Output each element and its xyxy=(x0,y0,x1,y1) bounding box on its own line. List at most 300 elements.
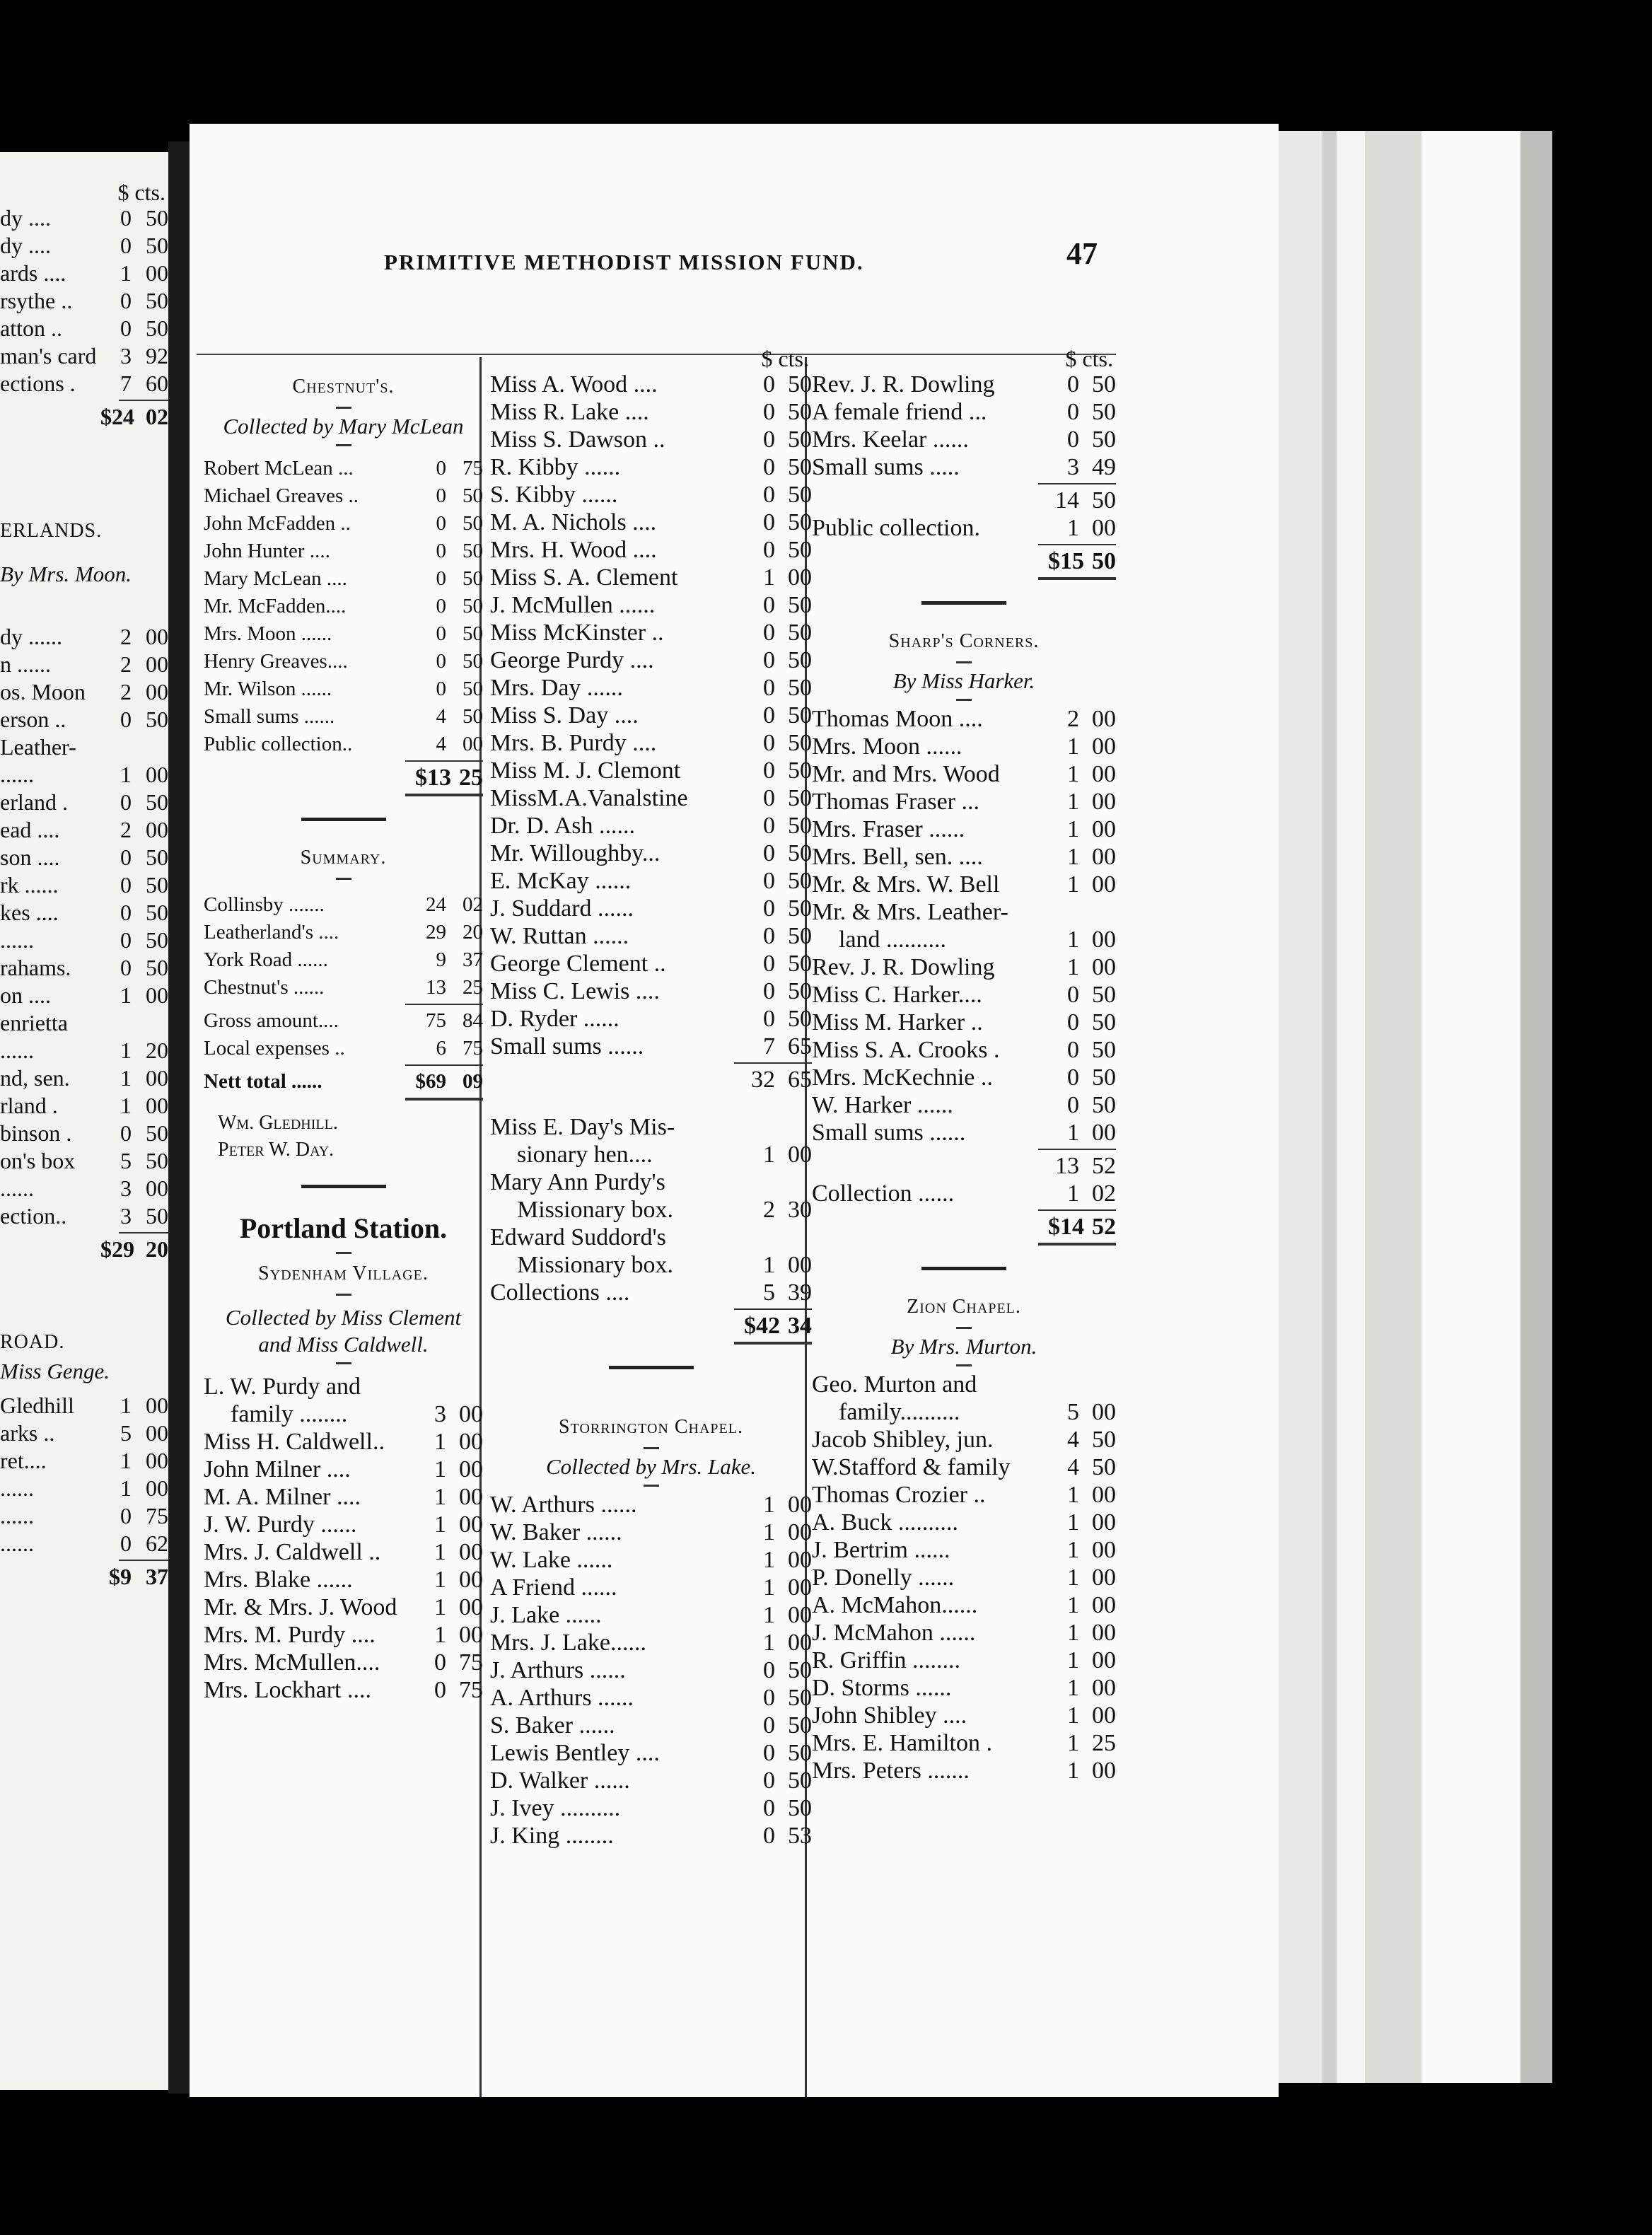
ledger-row xyxy=(0,761,168,789)
amount-cents: 00 xyxy=(146,817,168,842)
ledger-row xyxy=(490,536,812,564)
amount-cents: 50 xyxy=(463,567,483,590)
contributor-name: Miss S. A. Clement xyxy=(490,564,678,591)
amount-cents: 50 xyxy=(1092,1427,1116,1453)
contributor-name: Leatherland's .... xyxy=(204,921,339,944)
amount-cents: 00 xyxy=(788,1519,812,1545)
collected-by: By Miss Harker. xyxy=(892,668,1035,693)
ledger-row xyxy=(0,1092,168,1120)
ledger-row xyxy=(490,1141,812,1168)
contributor-name: R. Griffin ........ xyxy=(812,1647,960,1673)
contributor-name: J. Ivey .......... xyxy=(490,1795,621,1821)
amount-cents: 00 xyxy=(459,1456,483,1482)
contributor-name: ...... xyxy=(0,1038,34,1063)
ledger-row xyxy=(812,1426,1116,1453)
amount-dollars: 0 xyxy=(436,512,446,535)
ledger-row xyxy=(490,922,812,950)
amount-dollars: 1 xyxy=(763,1547,775,1573)
collected-by: and Miss Caldwell. xyxy=(258,1332,429,1357)
ledger-row xyxy=(204,1566,483,1593)
amount-cents: 00 xyxy=(146,982,168,1008)
contributor-name: Mary Ann Purdy's xyxy=(490,1169,665,1195)
amount-dollars: 0 xyxy=(120,789,132,815)
amount-dollars: 5 xyxy=(1067,1399,1079,1425)
ledger-row xyxy=(490,619,812,646)
contributor-name: Mr. & Mrs. Leather- xyxy=(812,899,1008,925)
col2-total: $42 34 xyxy=(744,1313,812,1339)
collected-by: Collected by Mrs. Lake. xyxy=(545,1454,756,1479)
amount-cents: 50 xyxy=(463,512,483,535)
amount-cents: 00 xyxy=(146,1175,168,1201)
amount-dollars: 1 xyxy=(1067,1592,1079,1618)
contributor-name: Miss H. Caldwell.. xyxy=(204,1429,385,1455)
contributor-name: Thomas Moon .... xyxy=(812,706,983,732)
ledger-row xyxy=(812,426,1116,453)
amount-cents: 50 xyxy=(146,205,168,231)
contributor-name: J. King ........ xyxy=(490,1823,614,1849)
amount-dollars: 0 xyxy=(763,1657,775,1683)
rule xyxy=(1038,1209,1116,1211)
ledger-row xyxy=(812,1119,1116,1146)
amount-cents: 50 xyxy=(788,1740,812,1766)
col3-subtotal: 14 50 xyxy=(1055,487,1116,513)
ledger-row xyxy=(0,315,168,342)
contributor-name: son .... xyxy=(0,844,60,870)
main-page xyxy=(190,124,1279,2097)
amount-cents: 00 xyxy=(1092,1620,1116,1646)
rule xyxy=(1038,577,1116,580)
rule xyxy=(734,1062,812,1064)
amount-dollars: 1 xyxy=(763,1602,775,1628)
contributor-name: Lewis Bentley .... xyxy=(490,1740,660,1766)
amount-cents: 50 xyxy=(788,592,812,618)
amount-cents: 50 xyxy=(788,978,812,1004)
amount-dollars: 2 xyxy=(763,1197,775,1223)
amount-dollars: 1 xyxy=(434,1622,446,1648)
ledger-row xyxy=(0,651,168,678)
amount-cents: 00 xyxy=(1092,761,1116,787)
contributor-name: family ........ xyxy=(231,1401,348,1427)
contributor-name: W. Lake ...... xyxy=(490,1547,613,1573)
amount-dollars: 7 xyxy=(120,371,132,396)
contributor-name: P. Donelly ...... xyxy=(812,1564,955,1591)
gross-amount: Gross amount.... 75 84 xyxy=(204,1009,483,1032)
amount-dollars: 1 xyxy=(120,260,132,286)
amount-cents: 50 xyxy=(788,1685,812,1711)
amount-dollars: 0 xyxy=(1067,399,1079,425)
amount-cents: 75 xyxy=(146,1503,168,1528)
ledger-row xyxy=(0,1530,168,1557)
amount-dollars: 0 xyxy=(120,707,132,732)
ledger-row xyxy=(812,898,1116,926)
ledger-row xyxy=(490,398,812,426)
left-total-b: $29 20 xyxy=(100,1236,168,1262)
amount-dollars: 1 xyxy=(1067,1730,1079,1756)
amount-cents: 00 xyxy=(459,1484,483,1510)
amount-cents: 50 xyxy=(788,951,812,977)
ledger-row xyxy=(204,675,483,703)
contributor-name: Mr. Willoughby... xyxy=(490,840,661,866)
contributor-name: on's box xyxy=(0,1148,76,1173)
amount-cents: 75 xyxy=(463,457,483,480)
amount-dollars: 1 xyxy=(434,1567,446,1593)
rule xyxy=(405,760,483,762)
contributor-name: W. Ruttan ...... xyxy=(490,923,629,949)
ledger-row xyxy=(490,1033,812,1060)
ledger-row xyxy=(812,1619,1116,1647)
contributor-name: Mrs. Blake ...... xyxy=(204,1567,353,1593)
contributor-name: Missionary box. xyxy=(517,1197,673,1223)
ledger-row xyxy=(204,946,483,974)
ledger-row xyxy=(204,1621,483,1649)
ledger-row xyxy=(204,1373,483,1400)
amount-cents: 00 xyxy=(459,1429,483,1455)
section-heading: Zion Chapel. xyxy=(907,1296,1021,1318)
amount-cents: 00 xyxy=(459,1401,483,1427)
contributor-name: W. Baker ...... xyxy=(490,1519,622,1545)
ledger-row xyxy=(0,1175,168,1202)
ledger-row xyxy=(490,757,812,784)
amount-cents: 37 xyxy=(463,948,483,971)
rule xyxy=(1038,483,1116,484)
amount-dollars: 0 xyxy=(434,1677,446,1703)
contributor-name: A. Buck .......... xyxy=(812,1509,958,1536)
contributor-name: Mrs. McKechnie .. xyxy=(812,1064,993,1091)
amount-dollars: 1 xyxy=(1067,1675,1079,1701)
ledger-row xyxy=(0,1147,168,1175)
contributor-name: Mr. & Mrs. J. Wood xyxy=(204,1594,397,1620)
amount-cents: 50 xyxy=(788,840,812,866)
section-heading: Sydenham Village. xyxy=(258,1262,429,1284)
amount-dollars: 1 xyxy=(1067,871,1079,898)
page-edge xyxy=(1365,131,1421,2083)
amount-cents: 50 xyxy=(788,371,812,397)
contributor-name: Mrs. E. Hamilton . xyxy=(812,1730,992,1756)
amount-dollars: 0 xyxy=(763,592,775,618)
ledger-row xyxy=(490,1767,812,1794)
dash xyxy=(956,1364,972,1366)
contributor-name: D. Walker ...... xyxy=(490,1767,630,1794)
contributor-name: Mrs. B. Purdy .... xyxy=(490,730,657,756)
contributor-name: Mrs. Day ...... xyxy=(490,675,623,701)
amount-cents: 50 xyxy=(146,707,168,732)
ledger-row xyxy=(490,1491,812,1519)
amount-dollars: 0 xyxy=(763,1685,775,1711)
amount-dollars: 0 xyxy=(763,675,775,701)
ledger-row xyxy=(490,977,812,1005)
ledger-row xyxy=(812,815,1116,843)
contributor-name: Mr. and Mrs. Wood xyxy=(812,761,1000,787)
contributor-name: M. A. Milner .... xyxy=(204,1484,361,1510)
amount-dollars: 4 xyxy=(1067,1454,1079,1480)
amount-cents: 00 xyxy=(788,1602,812,1628)
ledger-row xyxy=(490,1656,812,1684)
amount-dollars: 0 xyxy=(763,399,775,425)
amount-dollars: 0 xyxy=(763,840,775,866)
amount-dollars: 29 xyxy=(426,921,446,944)
contributor-name: Mrs. J. Lake...... xyxy=(490,1630,646,1656)
contributor-name: Mr. & Mrs. W. Bell xyxy=(812,871,1000,898)
amount-cents: 50 xyxy=(463,678,483,700)
dash xyxy=(336,407,351,409)
ledger-row xyxy=(0,678,168,706)
section-heading: Chestnut's. xyxy=(292,376,395,397)
contributor-name: M. A. Nichols .... xyxy=(490,509,657,535)
rule xyxy=(734,1308,812,1310)
ledger-row xyxy=(0,982,168,1009)
sharps-collection: Collection ...... 1 02 xyxy=(812,1180,1116,1207)
ledger-row xyxy=(0,1502,168,1530)
amount-cents: 50 xyxy=(788,675,812,701)
amount-dollars: 5 xyxy=(120,1148,132,1173)
amount-dollars: 0 xyxy=(763,923,775,949)
amount-dollars: 1 xyxy=(1067,1620,1079,1646)
ledger-row xyxy=(0,1447,168,1475)
amount-cents: 50 xyxy=(146,955,168,980)
amount-dollars: 2 xyxy=(120,679,132,704)
contributor-name: J. W. Purdy ...... xyxy=(204,1511,357,1538)
amount-dollars: 4 xyxy=(436,733,446,755)
amount-cents: 00 xyxy=(1092,954,1116,980)
ledger-row xyxy=(812,760,1116,788)
amount-cents: 00 xyxy=(1092,1702,1116,1729)
amount-cents: 75 xyxy=(459,1677,483,1703)
contributor-name: os. Moon xyxy=(0,679,86,704)
ledger-row xyxy=(0,342,168,370)
ledger-row xyxy=(0,1392,168,1420)
contributor-name: A Friend ...... xyxy=(490,1574,617,1601)
sharps-rows xyxy=(812,705,1116,1146)
section-heading: Sharp's Corners. xyxy=(888,630,1040,652)
ledger-row xyxy=(490,1519,812,1546)
ledger-row xyxy=(812,1757,1116,1784)
amount-dollars: 0 xyxy=(436,567,446,590)
contributor-name: R. Kibby ...... xyxy=(490,454,621,480)
ledger-row xyxy=(490,1251,812,1279)
amount-cents: 50 xyxy=(788,813,812,839)
contributor-name: kes .... xyxy=(0,900,59,925)
contributor-name: family.......... xyxy=(839,1399,960,1425)
contributor-name: Mrs. Moon ...... xyxy=(812,733,962,760)
ledger-row xyxy=(490,1546,812,1574)
ledger-row xyxy=(204,1483,483,1511)
amount-cents: 50 xyxy=(1092,1092,1116,1118)
contributor-name: George Purdy .... xyxy=(490,647,654,673)
left-rows-a xyxy=(0,204,168,397)
sharps-subtotal: 13 52 xyxy=(1055,1153,1116,1179)
ledger-row xyxy=(0,927,168,954)
rule xyxy=(119,1560,168,1561)
contributor-name: John Hunter .... xyxy=(204,540,330,562)
contributor-name: erson .. xyxy=(0,707,66,732)
contributor-name: Mrs. Lockhart .... xyxy=(204,1677,372,1703)
amount-dollars: 0 xyxy=(763,868,775,894)
ledger-row xyxy=(204,1428,483,1456)
amount-dollars: 0 xyxy=(763,813,775,839)
amount-cents: 50 xyxy=(788,482,812,508)
amount-cents: 50 xyxy=(146,927,168,953)
contributor-name: S. Baker ...... xyxy=(490,1712,615,1738)
contributor-name: John Shibley .... xyxy=(812,1702,967,1729)
amount-dollars: 0 xyxy=(763,509,775,535)
ledger-row xyxy=(490,509,812,536)
amount-dollars: 0 xyxy=(763,1823,775,1849)
separator xyxy=(921,601,1006,605)
collected-by: Collected by Miss Clement xyxy=(225,1305,462,1330)
ledger-row xyxy=(490,1822,812,1850)
ledger-row xyxy=(204,1676,483,1704)
amount-dollars: 3 xyxy=(1067,454,1079,480)
amount-cents: 00 xyxy=(1092,1564,1116,1591)
contributor-name: W. Harker ...... xyxy=(812,1092,953,1118)
ledger-row xyxy=(0,1420,168,1447)
ledger-row xyxy=(490,1113,812,1141)
ledger-row xyxy=(490,564,812,591)
amount-dollars: 3 xyxy=(120,343,132,368)
amount-cents: 25 xyxy=(1092,1730,1116,1756)
ledger-row xyxy=(0,706,168,733)
left-rows-b xyxy=(0,623,168,1230)
contributor-name: Miss McKinster .. xyxy=(490,620,664,646)
contributor-name: Collections .... xyxy=(490,1279,630,1306)
amount-cents: 00 xyxy=(146,1093,168,1118)
amount-dollars: 1 xyxy=(1067,1482,1079,1508)
amount-dollars: 1 xyxy=(1067,733,1079,760)
ledger-row xyxy=(0,871,168,899)
signer: Wm. Gledhill. xyxy=(218,1112,338,1134)
ledger-row xyxy=(204,731,483,758)
contributor-name: ...... xyxy=(0,1503,34,1528)
amount-dollars: 0 xyxy=(120,315,132,341)
separator xyxy=(921,1267,1006,1270)
rule xyxy=(405,1098,483,1101)
contributor-name: John Milner .... xyxy=(204,1456,351,1482)
amount-cents: 50 xyxy=(788,923,812,949)
amount-cents: 50 xyxy=(788,1006,812,1032)
ledger-row xyxy=(0,1037,168,1064)
ledger-row xyxy=(490,1224,812,1251)
ledger-row xyxy=(0,1120,168,1147)
ledger-row xyxy=(0,287,168,315)
amount-dollars: 0 xyxy=(763,647,775,673)
amount-cents: 00 xyxy=(459,1567,483,1593)
collected-by: Collected by Mary McLean xyxy=(223,414,464,439)
page-edge xyxy=(1337,131,1365,2083)
amount-cents: 00 xyxy=(1092,844,1116,870)
col2-rows xyxy=(490,371,812,1060)
contributor-name: nd, sen. xyxy=(0,1065,70,1091)
amount-cents: 00 xyxy=(146,762,168,787)
contributor-name: Chestnut's ...... xyxy=(204,976,325,999)
contributor-name: rsythe .. xyxy=(0,288,73,313)
ledger-row xyxy=(0,1475,168,1502)
contributor-name: Thomas Fraser ... xyxy=(812,789,980,815)
separator xyxy=(609,1366,694,1369)
amount-cents: 50 xyxy=(788,620,812,646)
page-number: 47 xyxy=(1066,236,1098,271)
amount-cents: 00 xyxy=(788,564,812,591)
contributor-name: man's card xyxy=(0,343,97,368)
spacer xyxy=(490,1093,812,1113)
amount-cents: 50 xyxy=(1092,371,1116,397)
amount-cents: 00 xyxy=(1092,1675,1116,1701)
amount-cents: 00 xyxy=(1092,1120,1116,1146)
contributor-name: ...... xyxy=(0,762,34,787)
ledger-row xyxy=(812,1371,1116,1398)
amount-cents: 50 xyxy=(146,288,168,313)
contributor-name: Miss S. Day .... xyxy=(490,702,639,728)
amount-dollars: 0 xyxy=(120,1120,132,1146)
amount-dollars: 1 xyxy=(434,1594,446,1620)
amount-cents: 62 xyxy=(146,1531,168,1556)
rule xyxy=(119,1232,168,1233)
contributor-name: ...... xyxy=(0,927,34,953)
amount-cents: 50 xyxy=(1092,1009,1116,1035)
contributor-name: J. Arthurs ...... xyxy=(490,1657,626,1683)
contributor-name: Small sums ...... xyxy=(812,1120,966,1146)
contributor-name: Mrs. M. Purdy .... xyxy=(204,1622,376,1648)
amount-cents: 00 xyxy=(788,1630,812,1656)
amount-dollars: 0 xyxy=(763,537,775,563)
amount-cents: 00 xyxy=(146,651,168,677)
amount-dollars: 1 xyxy=(1067,1758,1079,1784)
amount-dollars: 2 xyxy=(120,651,132,677)
amount-cents: 00 xyxy=(1092,1399,1116,1425)
amount-cents: 50 xyxy=(146,844,168,870)
contributor-name: S. Kibby ...... xyxy=(490,482,618,508)
contributor-name: Mrs. Keelar ...... xyxy=(812,426,969,453)
contributor-name: Small sums ..... xyxy=(812,454,960,480)
amount-cents: 02 xyxy=(463,893,483,916)
amount-cents: 50 xyxy=(1092,426,1116,453)
ledger-row xyxy=(490,1712,812,1739)
contributor-name: sionary hen.... xyxy=(517,1142,653,1168)
public-collection: Public collection. 1 00 xyxy=(812,515,1116,541)
ledger-row xyxy=(490,895,812,922)
ledger-row xyxy=(812,733,1116,760)
ledger-row xyxy=(204,919,483,946)
amount-dollars: 2 xyxy=(120,817,132,842)
amount-dollars: 1 xyxy=(763,1142,775,1168)
amount-dollars: 1 xyxy=(763,1630,775,1656)
contributor-name: Mary McLean .... xyxy=(204,567,347,590)
ledger-row xyxy=(490,1684,812,1712)
contributor-name: Small sums ...... xyxy=(490,1033,644,1060)
contributor-name: MissM.A.Vanalstine xyxy=(490,785,688,811)
amount-dollars: 1 xyxy=(1067,816,1079,842)
section-heading: Storrington Chapel. xyxy=(559,1416,743,1438)
ledger-row xyxy=(204,620,483,648)
ledger-row xyxy=(812,1702,1116,1729)
amount-cents: 50 xyxy=(146,789,168,815)
contributor-name: ...... xyxy=(0,1475,34,1501)
ledger-row xyxy=(812,1036,1116,1064)
amount-cents: 00 xyxy=(1092,871,1116,898)
amount-dollars: 1 xyxy=(1067,789,1079,815)
ledger-row xyxy=(490,812,812,840)
left-heading-b: ERLANDS. xyxy=(0,520,103,542)
ledger-row xyxy=(204,1400,483,1428)
ledger-row xyxy=(204,455,483,482)
left-total-c: $9 37 xyxy=(109,1564,168,1589)
contributor-name: Miss S. A. Crooks . xyxy=(812,1037,1000,1063)
separator xyxy=(301,1185,386,1188)
amount-dollars: 1 xyxy=(120,1093,132,1118)
amount-dollars: 0 xyxy=(436,622,446,645)
amount-cents: 49 xyxy=(1092,454,1116,480)
contributor-name: Miss S. Dawson .. xyxy=(490,426,665,453)
ledger-row xyxy=(812,871,1116,898)
